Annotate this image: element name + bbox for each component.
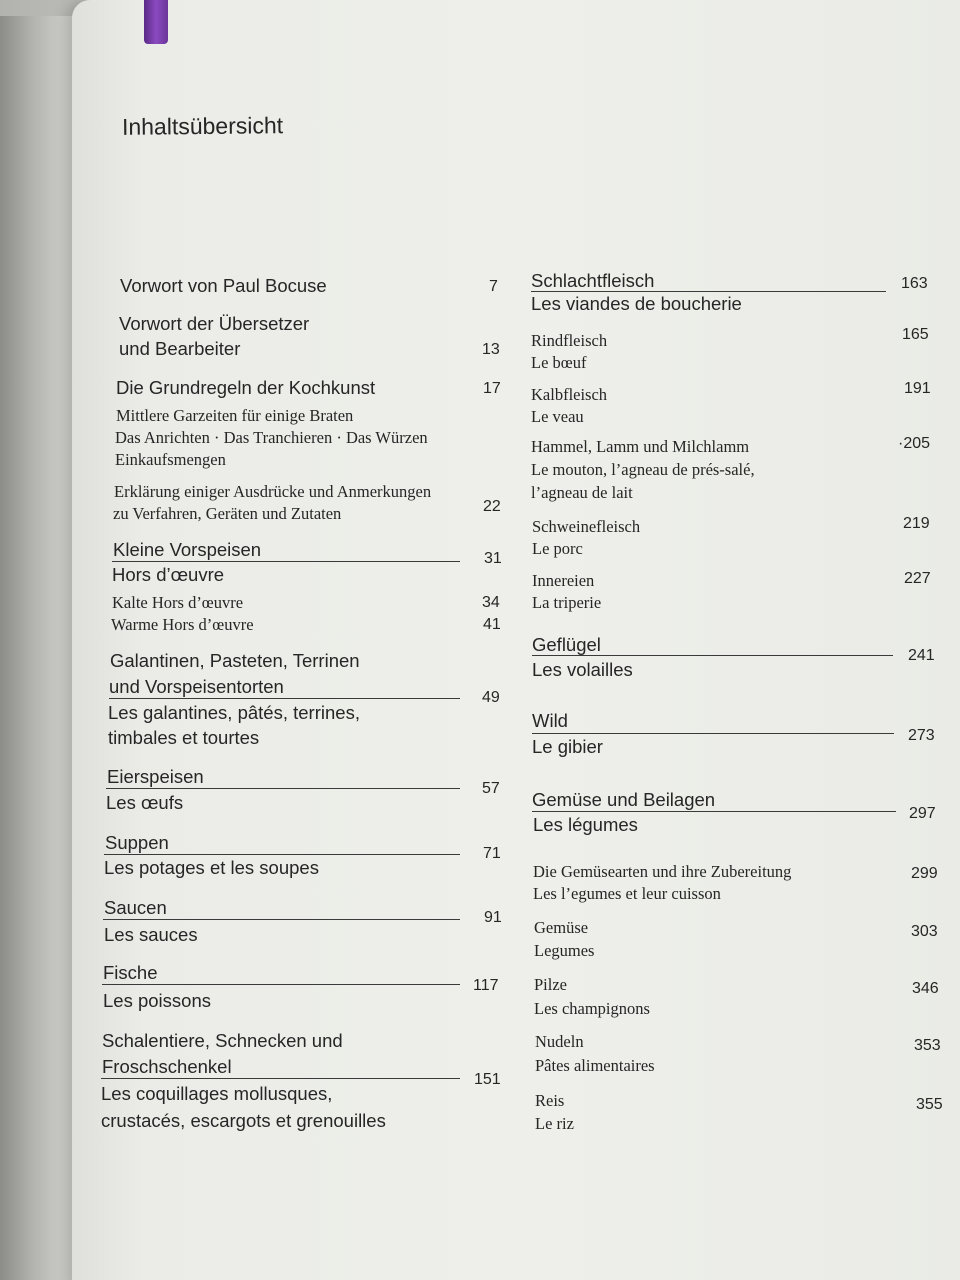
toc-page-number: 355 (916, 1096, 943, 1113)
chapter-rule (106, 788, 460, 789)
chapter-title-de: Eierspeisen (107, 766, 204, 787)
chapter-title-de: Wild (532, 710, 568, 731)
toc-subentry: Le veau (531, 407, 584, 426)
toc-subentry: Einkaufsmengen (115, 450, 226, 469)
chapter-rule (102, 984, 460, 985)
toc-page-number: 31 (484, 550, 502, 567)
chapter-title-fr: Le gibier (532, 736, 603, 757)
chapter-title-de: und Vorspeisentorten (109, 676, 284, 697)
chapter-title-fr: Les viandes de boucherie (531, 293, 742, 314)
toc-entry-title: Vorwort von Paul Bocuse (120, 275, 327, 296)
chapter-title-de: Suppen (105, 832, 169, 853)
chapter-title-fr: Les poissons (103, 990, 211, 1011)
chapter-rule (109, 698, 460, 699)
toc-page-number: 297 (909, 805, 936, 822)
toc-page-number: 163 (901, 275, 928, 292)
chapter-rule (101, 1078, 460, 1079)
toc-page-number: 71 (483, 845, 501, 862)
chapter-rule (532, 733, 894, 734)
toc-page-number: 346 (912, 980, 939, 997)
chapter-title-fr: Hors d’œuvre (112, 564, 225, 585)
toc-page-number: 49 (482, 689, 500, 706)
toc-subentry: Le porc (532, 539, 583, 558)
toc-subentry: Pâtes alimentaires (535, 1056, 655, 1075)
toc-subentry: Pilze (534, 975, 567, 994)
toc-subentry: Schweinefleisch (532, 517, 641, 536)
toc-page-number: 57 (482, 780, 500, 797)
toc-subentry: Reis (535, 1091, 565, 1110)
toc-page-number: 353 (914, 1037, 941, 1054)
toc-subentry: Gemüse (534, 918, 589, 937)
toc-subentry: La triperie (532, 593, 602, 612)
toc-page-number: 219 (903, 515, 930, 532)
toc-subentry: Innereien (532, 571, 595, 590)
toc-page-number: 151 (474, 1071, 501, 1088)
toc-subentry: Les l’egumes et leur cuisson (533, 884, 721, 903)
toc-subentry: Hammel, Lamm und Milchlamm (531, 437, 750, 456)
chapter-title-fr: Les œufs (106, 792, 184, 813)
toc-page-number: 7 (489, 278, 498, 295)
toc-page-number: 91 (484, 909, 502, 926)
toc-subentry: Le mouton, l’agneau de prés-salé, (531, 460, 755, 479)
chapter-title-fr: Les coquillages mollusques, (101, 1083, 333, 1104)
toc-subentry: Die Gemüsearten und ihre Zubereitung (533, 862, 792, 881)
chapter-title-fr: Les volailles (532, 659, 633, 680)
chapter-title-fr: Les galantines, pâtés, terrines, (108, 702, 360, 723)
toc-page-number: 117 (473, 977, 499, 994)
chapter-title-de: Kleine Vorspeisen (113, 539, 262, 560)
chapter-title-fr: crustacés, escargots et grenouilles (101, 1110, 386, 1131)
toc-subentry: Mittlere Garzeiten für einige Braten (116, 406, 354, 425)
toc-subentry: Rindfleisch (531, 331, 608, 350)
chapter-title-de: Gemüse und Beilagen (532, 789, 716, 810)
toc-page-number: 299 (911, 865, 938, 882)
toc-subentry: Kalbfleisch (531, 385, 608, 404)
chapter-title-fr: Les sauces (104, 924, 198, 945)
toc-page-number: 41 (483, 616, 501, 633)
toc-subentry: zu Verfahren, Geräten und Zutaten (113, 504, 342, 523)
chapter-title-fr: timbales et tourtes (108, 727, 260, 748)
chapter-rule (104, 854, 460, 855)
chapter-rule (112, 561, 460, 562)
toc-page-number: 303 (911, 923, 938, 940)
chapter-rule (532, 655, 893, 656)
chapter-rule (103, 919, 460, 920)
chapter-rule (531, 291, 886, 292)
chapter-title-de: Geflügel (532, 634, 601, 655)
toc-page-number: 17 (483, 380, 501, 397)
toc-entry-title: Die Grundregeln der Kochkunst (116, 377, 376, 398)
toc-subentry: Les champignons (534, 999, 650, 1018)
toc-subentry: l’agneau de lait (531, 483, 633, 502)
toc-subentry: Das Anrichten · Das Tranchieren · Das Würzen (115, 428, 428, 447)
toc-page-number: 191 (904, 380, 931, 397)
toc-page-number: ·205 (898, 435, 931, 452)
toc-entry-title: Vorwort der Übersetzer (119, 313, 310, 334)
toc-subentry: Warme Hors d’œuvre (111, 615, 254, 634)
toc-subentry: Erklärung einiger Ausdrücke und Anmerkungen (114, 482, 432, 501)
toc-subentry: Le riz (535, 1114, 574, 1133)
chapter-title-de: Galantinen, Pasteten, Terrinen (110, 650, 360, 671)
chapter-title-de: Saucen (104, 897, 167, 918)
toc-page-number: 22 (483, 498, 501, 515)
toc-entry-title: und Bearbeiter (119, 338, 241, 359)
chapter-title-de: Schlachtfleisch (531, 270, 655, 291)
toc-subentry: Kalte Hors d’œuvre (112, 593, 244, 612)
toc-page-number: 273 (908, 727, 935, 744)
chapter-rule (532, 811, 896, 812)
toc-page-number: 165 (902, 326, 929, 343)
toc-subentry: Nudeln (535, 1032, 584, 1051)
toc-page-number: 34 (482, 594, 500, 611)
chapter-title-fr: Les potages et les soupes (104, 857, 319, 878)
toc-subentry: Le bœuf (531, 353, 587, 372)
chapter-title-de: Schalentiere, Schnecken und (102, 1030, 343, 1051)
toc-subentry: Legumes (534, 941, 595, 960)
chapter-title-de: Fische (103, 962, 158, 983)
chapter-title-fr: Les légumes (533, 814, 638, 835)
chapter-title-de: Froschschenkel (102, 1056, 232, 1077)
bookmark-ribbon (144, 0, 168, 44)
toc-page-number: 241 (908, 647, 935, 664)
toc-page-number: 13 (482, 341, 500, 358)
toc-page-number: 227 (904, 570, 931, 587)
page-title: Inhaltsübersicht (121, 112, 284, 140)
